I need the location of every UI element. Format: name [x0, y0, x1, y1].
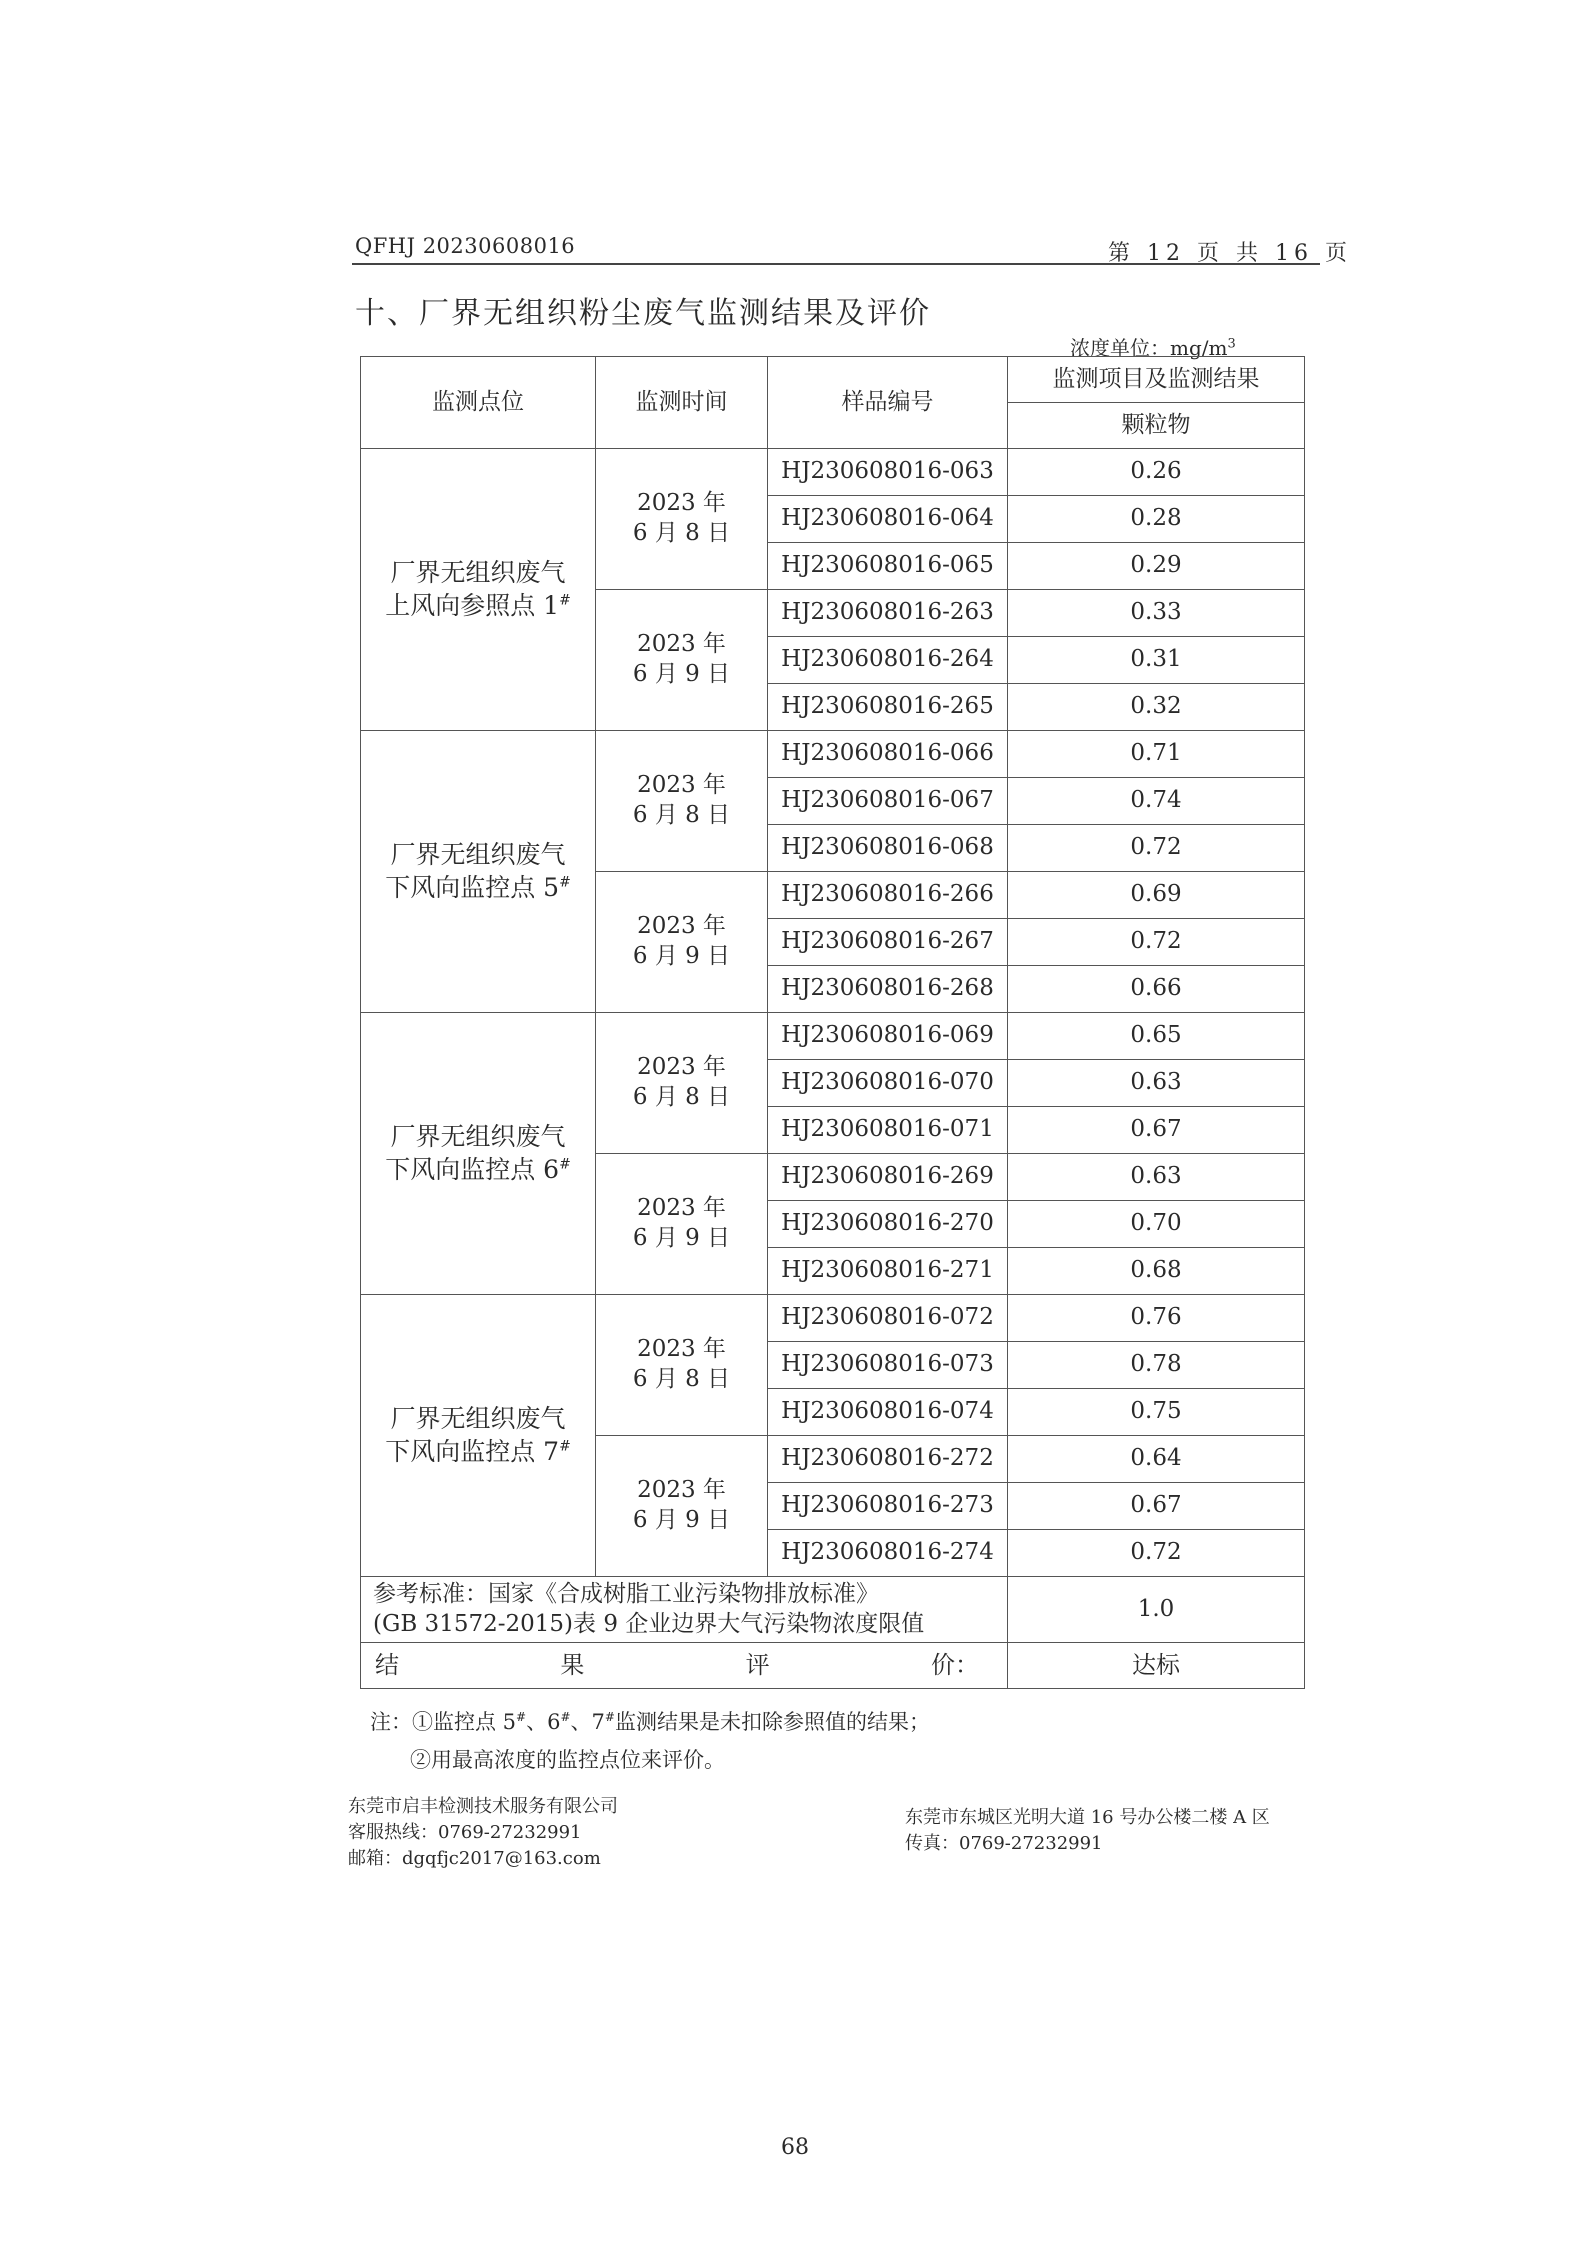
- sample-id-cell: HJ230608016-072: [768, 1295, 1008, 1342]
- date-cell: [596, 1295, 768, 1436]
- report-number: QFHJ 20230608016: [355, 234, 576, 258]
- hotline: 客服热线：0769-27232991: [348, 1822, 582, 1843]
- location-cell: [361, 1013, 596, 1295]
- location-line2: 上风向参照点 1#: [385, 590, 571, 620]
- date-cell: [596, 731, 768, 872]
- header-row: [361, 357, 1305, 403]
- conclusion-row: [361, 1643, 1305, 1689]
- location-line1: 厂界无组织废气: [390, 558, 566, 587]
- location-cell: [361, 449, 596, 731]
- conclusion-label-part: 果: [560, 1650, 585, 1679]
- date-day: 6 月 9 日: [632, 943, 731, 969]
- date-year: 2023 年: [637, 1054, 726, 1081]
- footer-left: [348, 1794, 618, 1872]
- time-header: 监测时间: [596, 357, 768, 449]
- items-results-header: 监测项目及监测结果: [1008, 357, 1305, 403]
- date-day: 6 月 8 日: [632, 520, 731, 546]
- date-cell: [596, 449, 768, 590]
- sample-id-cell: HJ230608016-073: [768, 1342, 1008, 1389]
- sample-id-cell: HJ230608016-272: [768, 1436, 1008, 1483]
- date-day: 6 月 9 日: [632, 1225, 731, 1251]
- value-cell: 0.70: [1008, 1201, 1305, 1248]
- date-day: 6 月 9 日: [632, 661, 731, 687]
- value-cell: 0.72: [1008, 825, 1305, 872]
- standard-value: 1.0: [1008, 1577, 1305, 1643]
- value-cell: 0.76: [1008, 1295, 1305, 1342]
- page-number: 68: [781, 2135, 809, 2160]
- value-cell: 0.29: [1008, 543, 1305, 590]
- location-line2: 下风向监控点 5#: [385, 872, 571, 902]
- table-row: [361, 1295, 1305, 1342]
- sample-id-header: 样品编号: [768, 357, 1008, 449]
- footer-right: [905, 1805, 1270, 1857]
- date-year: 2023 年: [637, 631, 726, 658]
- conclusion-label-part: 价：: [930, 1650, 979, 1679]
- results-table: [360, 356, 1305, 1689]
- sample-id-cell: HJ230608016-265: [768, 684, 1008, 731]
- sample-id-cell: HJ230608016-270: [768, 1201, 1008, 1248]
- sample-id-cell: HJ230608016-269: [768, 1154, 1008, 1201]
- address: 东莞市东城区光明大道 16 号办公楼二楼 A 区: [905, 1807, 1270, 1828]
- date-cell: [596, 1436, 768, 1577]
- email[interactable]: 邮箱：dgqfjc2017@163.com: [348, 1848, 601, 1869]
- date-year: 2023 年: [637, 1336, 726, 1363]
- location-cell: [361, 1295, 596, 1577]
- table-row: [361, 731, 1305, 778]
- page-info: 第 12 页 共 16 页: [1108, 241, 1352, 266]
- fax: 传真：0769-27232991: [905, 1833, 1103, 1854]
- value-cell: 0.32: [1008, 684, 1305, 731]
- table-row: [361, 449, 1305, 496]
- value-cell: 0.72: [1008, 919, 1305, 966]
- standard-line2: (GB 31572-2015)表 9 企业边界大气污染物浓度限值: [373, 1610, 925, 1637]
- value-cell: 0.71: [1008, 731, 1305, 778]
- sample-id-cell: HJ230608016-074: [768, 1389, 1008, 1436]
- date-cell: [596, 1013, 768, 1154]
- date-year: 2023 年: [637, 1195, 726, 1222]
- sample-id-cell: HJ230608016-066: [768, 731, 1008, 778]
- notes: [370, 1698, 930, 1779]
- sample-id-cell: HJ230608016-264: [768, 637, 1008, 684]
- table-row: [361, 1013, 1305, 1060]
- date-cell: [596, 590, 768, 731]
- company-name: 东莞市启丰检测技术服务有限公司: [348, 1796, 618, 1817]
- location-line2: 下风向监控点 7#: [385, 1436, 571, 1466]
- location-line1: 厂界无组织废气: [390, 1122, 566, 1151]
- note-2: ②用最高浓度的监控点位来评价。: [410, 1748, 725, 1772]
- date-day: 6 月 8 日: [632, 802, 731, 828]
- conclusion-label: [361, 1643, 1008, 1689]
- section-title: 十、厂界无组织粉尘废气监测结果及评价: [355, 296, 931, 331]
- conclusion-label-part: 评: [745, 1650, 770, 1679]
- value-cell: 0.69: [1008, 872, 1305, 919]
- value-cell: 0.64: [1008, 1436, 1305, 1483]
- date-cell: [596, 1154, 768, 1295]
- date-year: 2023 年: [637, 1477, 726, 1504]
- date-day: 6 月 8 日: [632, 1366, 731, 1392]
- sample-id-cell: HJ230608016-067: [768, 778, 1008, 825]
- value-cell: 0.26: [1008, 449, 1305, 496]
- date-year: 2023 年: [637, 490, 726, 517]
- standard-cell: [361, 1577, 1008, 1643]
- sample-id-cell: HJ230608016-273: [768, 1483, 1008, 1530]
- value-cell: 0.74: [1008, 778, 1305, 825]
- value-cell: 0.63: [1008, 1060, 1305, 1107]
- note-1: 注：①监控点 5#、6#、7#监测结果是未扣除参照值的结果；: [370, 1710, 930, 1734]
- value-cell: 0.28: [1008, 496, 1305, 543]
- value-cell: 0.68: [1008, 1248, 1305, 1295]
- value-cell: 0.72: [1008, 1530, 1305, 1577]
- date-day: 6 月 8 日: [632, 1084, 731, 1110]
- location-header: 监测点位: [361, 357, 596, 449]
- standard-line1: 参考标准：国家《合成树脂工业污染物排放标准》: [373, 1580, 879, 1607]
- sample-id-cell: HJ230608016-268: [768, 966, 1008, 1013]
- value-cell: 0.63: [1008, 1154, 1305, 1201]
- sample-id-cell: HJ230608016-069: [768, 1013, 1008, 1060]
- value-cell: 0.31: [1008, 637, 1305, 684]
- sample-id-cell: HJ230608016-063: [768, 449, 1008, 496]
- value-cell: 0.66: [1008, 966, 1305, 1013]
- date-cell: [596, 872, 768, 1013]
- conclusion-label-part: 结: [375, 1650, 399, 1679]
- sample-id-cell: HJ230608016-274: [768, 1530, 1008, 1577]
- location-line1: 厂界无组织废气: [390, 1404, 566, 1433]
- location-cell: [361, 731, 596, 1013]
- sample-id-cell: HJ230608016-068: [768, 825, 1008, 872]
- value-cell: 0.67: [1008, 1483, 1305, 1530]
- pollutant-header: 颗粒物: [1008, 403, 1305, 449]
- sample-id-cell: HJ230608016-267: [768, 919, 1008, 966]
- value-cell: 0.33: [1008, 590, 1305, 637]
- value-cell: 0.78: [1008, 1342, 1305, 1389]
- date-year: 2023 年: [637, 913, 726, 940]
- conclusion-value: 达标: [1008, 1643, 1305, 1689]
- date-day: 6 月 9 日: [632, 1507, 731, 1533]
- location-line1: 厂界无组织废气: [390, 840, 566, 869]
- sample-id-cell: HJ230608016-064: [768, 496, 1008, 543]
- sample-id-cell: HJ230608016-071: [768, 1107, 1008, 1154]
- value-cell: 0.65: [1008, 1013, 1305, 1060]
- date-year: 2023 年: [637, 772, 726, 799]
- sample-id-cell: HJ230608016-065: [768, 543, 1008, 590]
- location-line2: 下风向监控点 6#: [385, 1154, 571, 1184]
- value-cell: 0.75: [1008, 1389, 1305, 1436]
- unit-label: 浓度单位：$mg/m^3$: [1070, 336, 1236, 360]
- value-cell: 0.67: [1008, 1107, 1305, 1154]
- sample-id-cell: HJ230608016-263: [768, 590, 1008, 637]
- sample-id-cell: HJ230608016-266: [768, 872, 1008, 919]
- header-divider: [352, 263, 1320, 265]
- standard-row: [361, 1577, 1305, 1643]
- sample-id-cell: HJ230608016-271: [768, 1248, 1008, 1295]
- sample-id-cell: HJ230608016-070: [768, 1060, 1008, 1107]
